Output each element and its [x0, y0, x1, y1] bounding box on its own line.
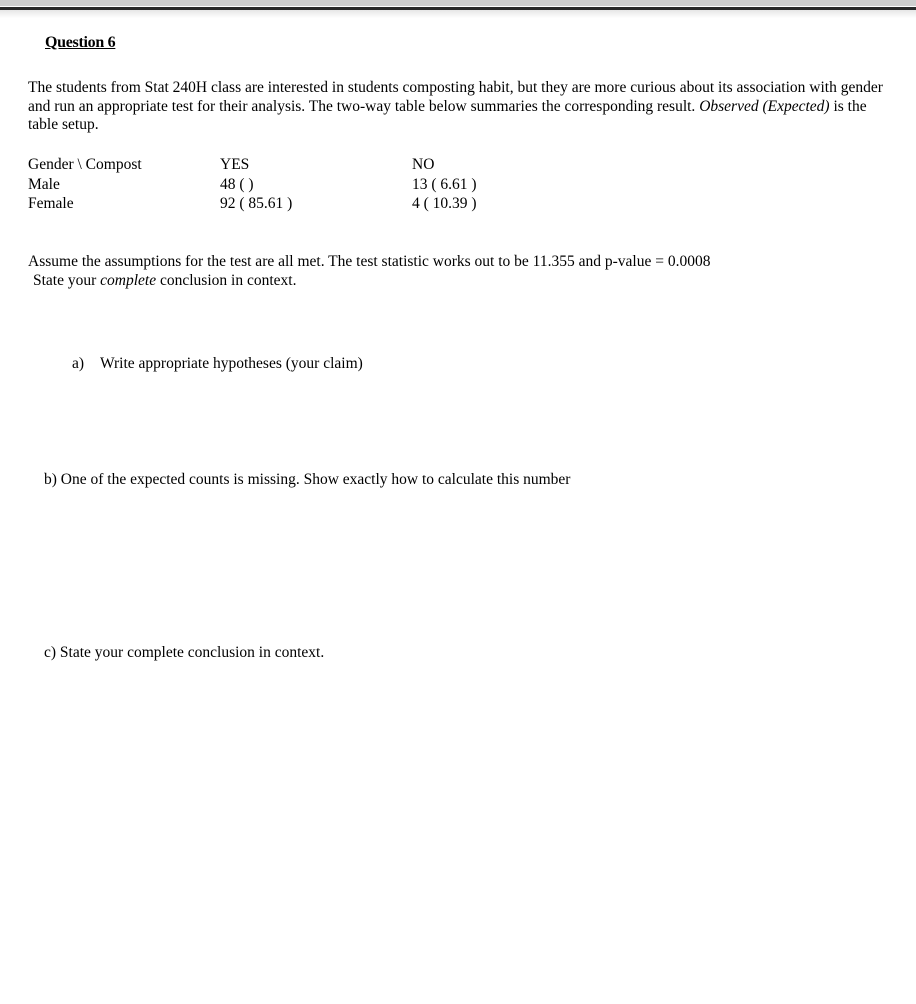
row-female-label: Female: [28, 195, 74, 212]
header-no: NO: [412, 156, 435, 173]
question-a: Write appropriate hypotheses (your claim): [100, 355, 363, 372]
intro-text: The students from Stat 240H class are interested in students composting habit, but they are more curious about its association with gender and run an appropriate test for their analysis. The two-way table below summaries the corresponding result.: [28, 79, 883, 115]
conclusion-instruction: [33, 272, 296, 290]
question-c: c) State your complete conclusion in context.: [44, 644, 325, 661]
question-title: Question 6: [45, 34, 116, 51]
window-top-bar: [0, 0, 916, 6]
question-b: b) One of the expected counts is missing. Show exactly how to calculate this number: [44, 471, 571, 488]
header-gender: Gender \ Compost: [28, 156, 142, 173]
male-yes-cell: 48 ( ): [220, 176, 254, 193]
instruction-text: State your: [33, 272, 101, 289]
instruction-italic: complete: [100, 272, 157, 289]
instruction-text-end: conclusion in context.: [156, 272, 297, 289]
female-no-cell: 4 ( 10.39 ): [412, 195, 477, 212]
row-male-label: Male: [28, 176, 60, 193]
intro-paragraph: [28, 79, 888, 135]
header-yes: YES: [220, 156, 250, 173]
intro-italic: Observed (Expected): [699, 97, 830, 115]
question-a-label: a): [72, 355, 85, 372]
assumption-text: Assume the assumptions for the test are all met. The test statistic works out to be 11.355 and p-value = 0.0008: [28, 253, 711, 270]
male-no-cell: 13 ( 6.61 ): [412, 176, 477, 193]
female-yes-cell: 92 ( 85.61 ): [220, 195, 293, 212]
page-shadow: [0, 10, 916, 18]
intro-text-end: is the table setup.: [28, 97, 867, 133]
